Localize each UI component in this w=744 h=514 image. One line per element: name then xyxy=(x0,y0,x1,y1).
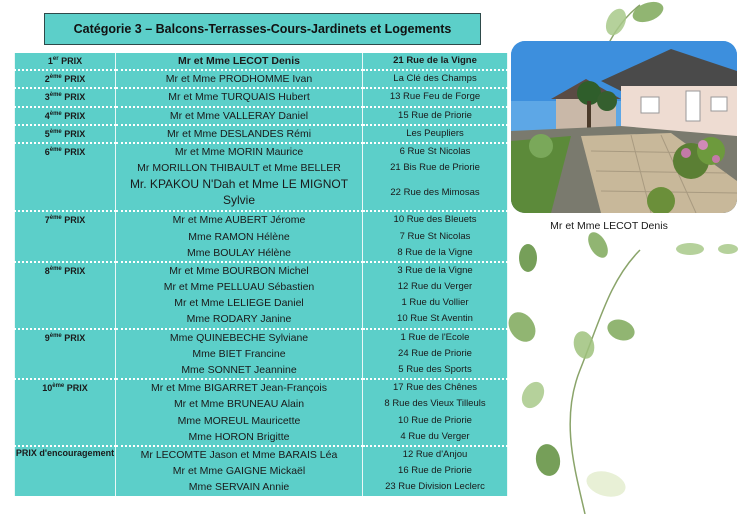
winner-address: 7 Rue St Nicolas xyxy=(399,230,471,242)
winner-name: Mr et Mme BIGARRET Jean-François xyxy=(150,382,327,395)
garden-photo xyxy=(511,41,737,213)
winner-name: Mr et Mme VALLERAY Daniel xyxy=(169,109,309,122)
photo-caption: Mr et Mme LECOT Denis xyxy=(550,220,668,232)
prize-label: 1er PRIX xyxy=(47,56,83,66)
winner-address: 16 Rue de Priorie xyxy=(398,465,472,477)
table-row xyxy=(15,53,508,70)
winner-name: Mr et Mme GAIGNE Mickaël xyxy=(172,465,306,478)
winner-address: 23 Rue Division Leclerc xyxy=(385,481,485,493)
prize-rank xyxy=(15,125,116,143)
prize-label: 6ème PRIX xyxy=(44,146,86,157)
winner-name: Mme MOREUL Mauricette xyxy=(177,414,301,427)
winner-address: 12 Rue d'Anjou xyxy=(402,448,468,460)
prize-rank xyxy=(15,379,116,446)
winner-name: Mr LECOMTE Jason et Mme BARAIS Léa xyxy=(140,448,338,461)
awards-table xyxy=(14,53,508,496)
winner-address: 10 Rue des Bleuets xyxy=(393,214,477,226)
prize-label: 2ème PRIX xyxy=(44,74,86,85)
prize-rank xyxy=(15,53,116,70)
table-row xyxy=(15,446,508,463)
winner-address: 17 Rue des Chênes xyxy=(393,382,477,394)
winner-name: Mr et Mme BOURBON Michel xyxy=(169,264,309,277)
table-row xyxy=(15,107,508,125)
table-row xyxy=(15,329,508,346)
prize-rank xyxy=(15,329,116,380)
prize-label: 9ème PRIX xyxy=(44,332,86,343)
winner-address: 8 Rue de la Vigne xyxy=(397,246,473,258)
winner-name: Mr et Mme LECOT Denis xyxy=(178,55,300,67)
category-title: Catégorie 3 – Balcons-Terrasses-Cours-Jardinets et Logements xyxy=(44,13,481,45)
table-row xyxy=(15,211,508,228)
table-row xyxy=(15,88,508,106)
prize-rank xyxy=(15,107,116,125)
winner-name: Mme RODARY Janine xyxy=(186,313,292,326)
winner-name: Mr MORILLON THIBAULT et Mme BELLER xyxy=(137,162,341,175)
winner-address: 1 Rue de l'Ecole xyxy=(400,331,470,343)
winner-name: Mme SERVAIN Annie xyxy=(188,481,290,494)
winner-address: 21 Rue de la Vigne xyxy=(393,55,477,66)
winner-name: Mr et Mme PRODHOMME Ivan xyxy=(165,73,313,86)
prize-label: 7ème PRIX xyxy=(44,215,86,226)
winner-name: Mr et Mme BRUNEAU Alain xyxy=(173,398,305,411)
winner-address: 21 Bis Rue de Priorie xyxy=(390,162,480,174)
prize-label: 3ème PRIX xyxy=(44,92,86,103)
winner-name: Mr et Mme PELLUAU Sébastien xyxy=(163,281,315,294)
table-row xyxy=(15,70,508,88)
table-row xyxy=(15,262,508,279)
winner-name: Mr et Mme AUBERT Jérome xyxy=(172,214,306,227)
winner-address: 12 Rue du Verger xyxy=(397,281,473,293)
winner-address: 6 Rue St Nicolas xyxy=(399,145,471,157)
prize-rank xyxy=(15,446,116,496)
winner-name: Mme BOULAY Hélène xyxy=(186,246,292,259)
prize-label: 8ème PRIX xyxy=(44,265,86,276)
winner-address: Les Peupliers xyxy=(406,127,464,139)
prize-label: PRIX d'encouragement xyxy=(15,447,115,458)
winner-address: 15 Rue de Priorie xyxy=(398,109,472,121)
table-row xyxy=(15,143,508,160)
prize-label: 5ème PRIX xyxy=(44,128,86,139)
winner-address: 22 Rue des Mimosas xyxy=(390,187,480,199)
winner-name: Mme BIET Francine xyxy=(192,347,286,360)
winner-address: 13 Rue Feu de Forge xyxy=(389,91,481,103)
prize-rank xyxy=(15,88,116,106)
winner-name: Mme QUINEBECHE Sylviane xyxy=(169,331,309,344)
prize-rank xyxy=(15,262,116,329)
winner-name: Mme SONNET Jeannine xyxy=(181,364,297,376)
prize-label: 4ème PRIX xyxy=(44,110,86,121)
winner-name: Mme RAMON Hélène xyxy=(188,230,290,243)
prize-rank xyxy=(15,211,116,262)
winner-address: La Clé des Champs xyxy=(393,73,477,85)
winner-address: 10 Rue de Priorie xyxy=(398,414,472,426)
prize-rank xyxy=(15,143,116,211)
prize-label: 10ème PRIX xyxy=(42,383,88,394)
winner-address: 24 Rue de Priorie xyxy=(398,347,472,359)
prize-rank xyxy=(15,70,116,88)
table-row xyxy=(15,125,508,143)
winner-name: Mr et Mme MORIN Maurice xyxy=(174,145,304,158)
winner-name: Mr et Mme LELIEGE Daniel xyxy=(174,297,304,310)
winner-name: Mme HORON Brigitte xyxy=(188,430,290,443)
table-row xyxy=(15,379,508,396)
winner-name: Mr et Mme DESLANDES Rémi xyxy=(166,127,312,140)
winner-address: 8 Rue des Vieux Tilleuls xyxy=(384,398,486,410)
winner-address: 5 Rue des Sports xyxy=(398,364,472,375)
winner-name: Mr et Mme TURQUAIS Hubert xyxy=(168,91,310,104)
winner-name: Mr. KPAKOU N'Dah et Mme LE MIGNOT Sylvie xyxy=(129,177,349,208)
winner-address: 1 Rue du Vollier xyxy=(401,297,469,309)
winner-address: 10 Rue St Aventin xyxy=(397,313,473,325)
winner-address: 4 Rue du Verger xyxy=(400,430,470,442)
winner-address: 3 Rue de la Vigne xyxy=(397,264,473,276)
